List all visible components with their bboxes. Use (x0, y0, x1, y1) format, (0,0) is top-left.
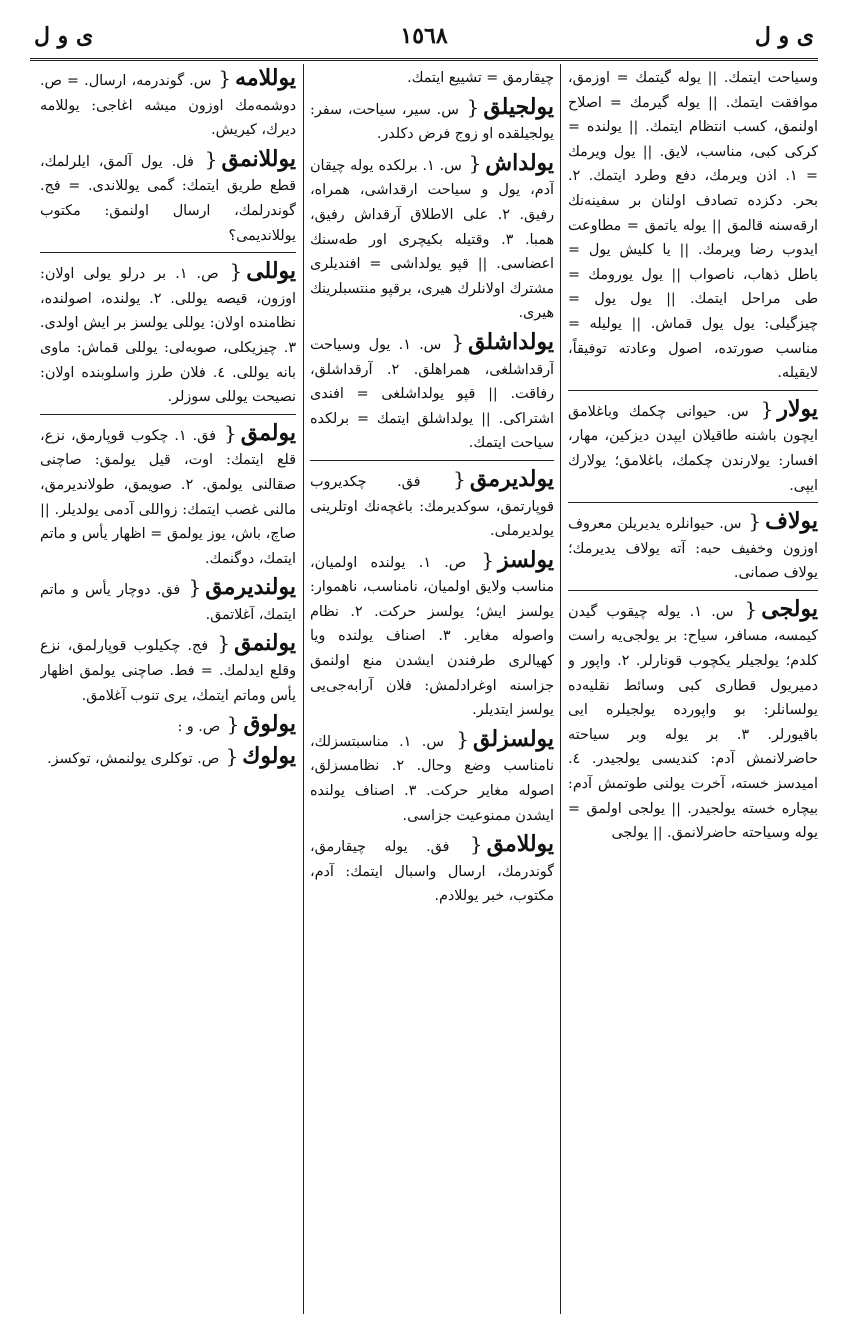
definition: ص. ١. یولنده اولمیان، مناسب ولایق اولمیان، نامناسب، ناهموار: یولسز ایش؛ یولسز حركت. ٢. نظام واصوله مغایر. ٣. اصناف یولنده ویا كهیالری طرفندن ایشدن منع اولنمق جزاسنه اوغرادلمش: فلان آرابه‌جی‌یی یولسز ایتدیلر. (310, 554, 554, 719)
headword: یولنمق (234, 630, 296, 657)
definition: ص. ١. بر درلو یولی اولان: اوزون، قیصه یوللی. ٢. یولنده، اصولنده، نظامنده اولان: یوللی یولسز بر ایش اولدی. ٣. چیزیكلی، صوبه‌لی: یوللی قماش: ماوی بانه یوللی. ٤. فلان طرز واسلوبنده اولان: نصیحت یوللی سوزلر. (40, 266, 296, 406)
definition: س. گوندرمه، ارسال. = ص. دوشمه‌مك اوزون میشه اغاجی: یوللامه دیرك، كیریش. (40, 73, 296, 139)
brace: { (226, 712, 240, 737)
brace: { (229, 259, 243, 284)
brace: { (481, 547, 495, 572)
definition: فج. چكیلوب قوپارلمق، نزع وقلع ایدلمك. = فط. صاچنی یولمق اظهار یأس وماتم ایتمك، یری تنوب آغلامق. (40, 638, 296, 704)
definition: ص. توكلری یولنمش، توكسز. (47, 750, 220, 767)
headword: یولوك (242, 742, 296, 769)
brace: { (453, 466, 466, 491)
entry-yolsuz (310, 548, 554, 723)
definition: فق. دوچار یأس و ماتم ایتمك، آغلاتمق. (40, 582, 296, 623)
entry-separator (568, 390, 818, 391)
headword: یولجی (761, 595, 818, 622)
headword: یولجیلق (483, 93, 554, 120)
entry-separator (568, 502, 818, 503)
entry-separator (310, 460, 554, 461)
entry-yolmak (40, 421, 296, 572)
brace: { (451, 329, 465, 354)
headword: یولداش (485, 149, 554, 176)
definition: س. ١. برلكده یوله چیقان آدم، یول و سیاحت ارقداشی، همراه، رفیق. ٢. علی الاطلاق آرقداش رفیق، همبا. ٣. وقتیله بكیچری اور طه‌سنك اعضاسی. || قپو یولداشی = افندیلری مشترك اولانلرك هیری، برقپو منتسبلرینك هیری. (310, 157, 554, 322)
brace: { (760, 396, 774, 421)
brace: { (204, 146, 218, 171)
headword: یوللانمق (221, 145, 296, 172)
entry-yoldurmak-2 (40, 575, 296, 627)
running-header (34, 18, 814, 54)
brace: { (744, 596, 758, 621)
headword: یوللامه (235, 66, 296, 91)
column-right (568, 66, 818, 1314)
entry-yollama (40, 66, 296, 143)
headword: یولاف (765, 508, 818, 535)
entry-yoldaslik (310, 330, 554, 456)
header-rule (30, 58, 818, 61)
column-middle (310, 66, 554, 1314)
brace: { (188, 575, 202, 600)
entry-yoluk (40, 712, 296, 740)
headword: یوللی (246, 258, 296, 285)
continuation-text: وسیاحت ایتمك. || یوله گیتمك = اوزمق، موافقت ایتمك. || یوله گیرمك = اصلاح اولنمق، كسب انتظام ایتمك. || یولنده = كركی كبی، مناسب، لایق. || یول ویرمك = ١. اذن ویرمك، دفع وطرد ایتمك. ٢. بحر. دكزده تصادف اولنان بر سفینه‌نك ارقه‌سنه قالمق || یوله یاتمق = مطاوعت ایدوب رضا ویرمك. || یا كلیش یول = باطل ذهاب، ناصواب || یول یورومك = طی مراحل ایتمك. || یول یول = چیزگیلی: یول یول قماش. || یولیله = مناسب صورتده، اصول وعادته توفیقاً، لایقیله. (568, 70, 818, 382)
entry-separator (568, 590, 818, 591)
brace: { (217, 631, 231, 656)
guide-word-right: ی و ل (754, 23, 814, 49)
entry-yolunmak (40, 631, 296, 708)
entry-yollanmak (40, 147, 296, 248)
entry-yolsuzluk (310, 727, 554, 828)
brace: { (223, 420, 237, 445)
headword: یولسز (498, 546, 554, 573)
brace: { (225, 743, 239, 768)
page-number: ١٥٦٨ (400, 23, 448, 49)
guide-word-left: ی و ل (34, 23, 94, 49)
headword: یولمق (240, 419, 296, 446)
definition: فق. چكدیروب قوپارتمق، سوكدیرمك: باغچه‌نك اوتلرینی یولدیرملی. (310, 473, 554, 540)
headword: یولسزلق (473, 725, 554, 752)
entry-yolculuk (310, 95, 554, 147)
column-divider (303, 64, 304, 1314)
headword: یولدیرمق (469, 465, 554, 492)
definition: فق. یوله چیقارمق، گوندرمك، ارسال واسبال ایتمك: آدم، مكتوب، خبر یوللادم. (310, 839, 554, 905)
brace: { (456, 726, 469, 751)
headword: یولار (777, 395, 818, 422)
brace: { (469, 832, 483, 857)
column-left (40, 66, 296, 1314)
definition: س. ١. یوله چیقوب گیدن كیمسه، مسافر، سیاح: بر یولجی‌یه راست كلدم؛ یولجیلر یكچوب قونارلر. ٢. واپور و دمیریول قطاری كبی وسائط نقلیه‌ده یولسانلر: بو واپورده یولجیلره ایی باقیورلر. ٣. بر یوله وبر سیاحته حاضرلانمش آدم: كندیسی یولجیدر. ٤. امیدسز خسته، آخرت یولنی طوتمش آدم: بیچاره خسته یولجیدر. || یولجی اولمق = یوله وسیاحته حاضرلانمق. || یولجی (568, 603, 818, 842)
definition: س. سیر، سیاحت، سفر: یولجیلقده او زوج فرض دكلدر. (310, 101, 554, 143)
continuation-text: چیقارمق = تشییع ایتمك. (407, 70, 554, 86)
entry-yoluk-2 (40, 744, 296, 772)
entry-yolcu (568, 597, 818, 846)
definition: س. ١. یول وسیاحت آرقداشلغی، همراهلق. ٢. آرقداشلق، رفاقت. || قپو یولداشلغی = افندی اشتراكی. || یولداشلق ایتمك = برلكده سیاحت ایتمك. (310, 336, 554, 452)
definition: س. ١. مناسبتسزلك، نامناسب وضع وحال. ٢. نظامسزلق، اصوله مغایر حركت. ٣. اصناف یولنده ایشدن ممنوعیت جزاسی. (310, 733, 554, 824)
definition: س. حیوانی چكمك وباغلامق ایچون باشنه طاقیلان ایپدن دیزكین، مهار، افسار: یولارندن چكمك، باغلامق؛ یولارك ایپی. (568, 403, 818, 494)
entry-separator (40, 414, 296, 415)
entry-yollu (40, 259, 296, 410)
brace: { (468, 150, 482, 175)
brace: { (748, 509, 762, 534)
headword: یولندیرمق (205, 574, 296, 601)
headword: یولوق (243, 711, 296, 738)
definition: فق. ١. چكوب قوپارمق، نزع، قلع ایتمك: اوت، قیل یولمق: صاچنی صقالنی یولمق. ٢. صویمق، طولاندیرمق، مالنی غصب ایتمك: زواللی آدمی یولدیلر. || صاچ، باش، یوز یولمق = اظهار یأس و ماتم ایتمك، دوگنمك. (40, 427, 296, 567)
definition: ص. و : (177, 719, 221, 736)
brace: { (218, 66, 232, 90)
entry-yollamak (310, 832, 554, 909)
definition: س. حیوانلره یدیریلن معروف اوزون وخفیف حبه: آته یولاف یدیرمك؛ یولاف صمانی. (568, 516, 818, 582)
definition: فل. یول آلمق، ایلرلمك، قطع طریق ایتمك: گمی یوللاندی. = فج. گوندرلمك، ارسال اولنمق: مكتوب یوللاندیمی؟ (40, 153, 296, 244)
entry-yulaf (568, 509, 818, 586)
column-divider (560, 64, 561, 1314)
entry-yoldas (310, 151, 554, 326)
entry-yoldurmak (310, 467, 554, 544)
entry-separator (40, 252, 296, 253)
entry-yular (568, 397, 818, 498)
headword: یوللامق (486, 831, 554, 858)
headword: یولداشلق (468, 328, 554, 355)
brace: { (466, 94, 480, 119)
